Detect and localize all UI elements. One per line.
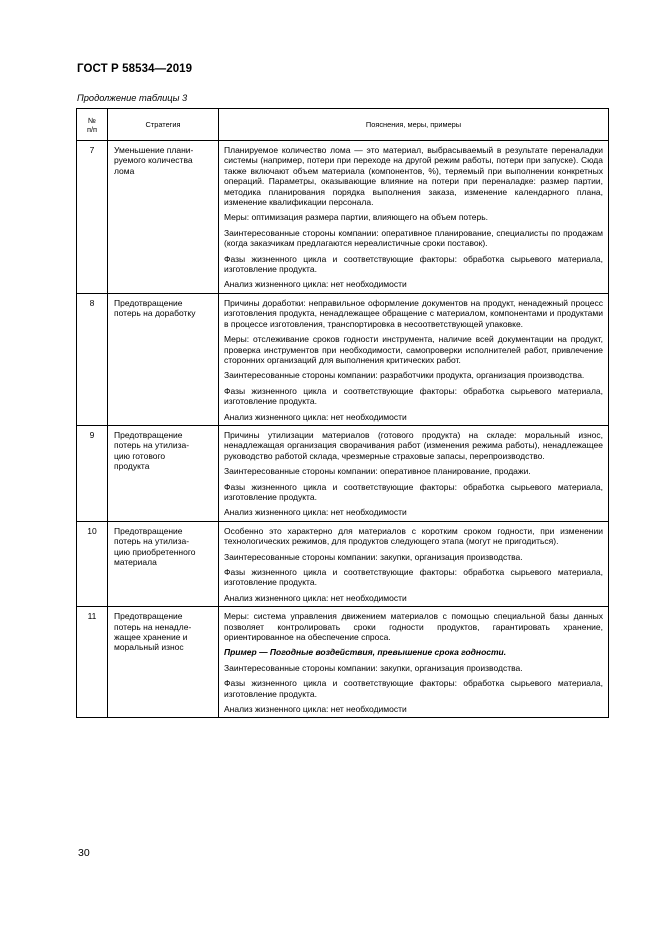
strategy-cell bbox=[108, 607, 219, 718]
strategies-table bbox=[76, 108, 609, 718]
explanation-cell bbox=[219, 607, 609, 718]
table-row bbox=[77, 425, 609, 521]
row-number: 8 bbox=[77, 293, 108, 425]
explanation-paragraph: Анализ жизненного цикла: нет необходимости bbox=[224, 411, 407, 422]
explanation-paragraph: Фазы жизненного цикла и соответствующие факторы: обработка сырьевого материала, изготовление продукта. bbox=[224, 567, 603, 588]
strategy-line: Предотвращение bbox=[114, 611, 183, 622]
explanation-paragraph: Заинтересованные стороны компании: оперативное планирование, продажи. bbox=[224, 466, 531, 477]
header-num-line1: № bbox=[88, 115, 96, 125]
header-num bbox=[77, 109, 108, 141]
row-number: 7 bbox=[77, 141, 108, 294]
explanation-paragraph: Анализ жизненного цикла: нет необходимости bbox=[224, 704, 407, 715]
strategy-line: Уменьшение плани- bbox=[114, 145, 194, 155]
header-num-line2: п/п bbox=[86, 124, 98, 134]
row-number: 10 bbox=[77, 521, 108, 606]
table-body bbox=[77, 141, 609, 718]
header-explanation: Пояснения, меры, примеры bbox=[219, 109, 609, 141]
header-strategy: Стратегия bbox=[108, 109, 219, 141]
strategy-cell bbox=[108, 425, 219, 521]
explanation-paragraph: Особенно это характерно для материалов с коротким сроком годности, при изменении технологических режимов, для продуктов следующего этапа (могут не пригодиться). bbox=[224, 525, 603, 547]
table-row bbox=[77, 293, 609, 425]
explanation-paragraph: Меры: отслеживание сроков годности инструмента, наличие всей документации на продукт, проверка инструментов при необходимости, самопроверки исполнителей работ, привлечение сторонних организаций для выполнения критических работ. bbox=[224, 334, 603, 365]
strategy-line: цию приобретенного bbox=[114, 546, 196, 557]
strategy-line: потерь на доработку bbox=[114, 308, 196, 319]
table-row bbox=[77, 141, 609, 294]
explanation-paragraph: Заинтересованные стороны компании: оперативное планирование, специалисты по продажам (когда заказчикам предлагаются нереалистичные сроки поставок). bbox=[224, 227, 603, 249]
explanation-paragraph: Меры: система управления движением материалов с помощью специальной базы данных позволяет контролировать сроки годности продуктов, гарантировать хранение, ориентированное на обеспечение спроса. bbox=[224, 611, 603, 643]
explanation-cell bbox=[219, 293, 609, 425]
explanation-paragraph: Фазы жизненного цикла и соответствующие факторы: обработка сырьевого материала, изготовление продукта. bbox=[224, 253, 603, 275]
explanation-cell bbox=[219, 521, 609, 606]
explanation-paragraph: Заинтересованные стороны компании: разработчики продукта, организация производства. bbox=[224, 370, 585, 381]
strategy-cell bbox=[108, 293, 219, 425]
explanation-paragraph: Фазы жизненного цикла и соответствующие факторы: обработка сырьевого материала, изготовление продукта. bbox=[224, 481, 603, 502]
explanation-paragraph: Анализ жизненного цикла: нет необходимости bbox=[224, 592, 407, 603]
explanation-cell bbox=[219, 425, 609, 521]
explanation-paragraph: Заинтересованные стороны компании: закупки, организация производства. bbox=[224, 551, 523, 562]
strategy-line: материала bbox=[114, 557, 157, 567]
explanation-paragraph: Фазы жизненного цикла и соответствующие факторы: обработка сырьевого материала, изготовление продукта. bbox=[224, 385, 603, 407]
strategy-line: цию готового bbox=[114, 450, 166, 461]
explanation-paragraph: Анализ жизненного цикла: нет необходимости bbox=[224, 507, 407, 518]
page-number: 30 bbox=[78, 847, 90, 859]
explanation-paragraph: Планируемое количество лома — это материал, выбрасываемый в результате переналадки системы (например, потери при переходе на другой режим работы, потери при запуске). Сюда также включают объем материала (компонентов, %), теряемый при выполнении конкретных операций. Параметры, оказывающие влияние на потери при переналадке: размер партии, методика планирования порядка выполнения заказа, изменение календарного плана, изменение квалификации персонала. bbox=[224, 145, 603, 208]
strategy-cell bbox=[108, 141, 219, 294]
explanation-cell bbox=[219, 141, 609, 294]
row-number: 9 bbox=[77, 425, 108, 521]
strategy-line: Предотвращение bbox=[114, 429, 183, 440]
table-caption: Продолжение таблицы 3 bbox=[77, 93, 188, 103]
standard-designation: ГОСТ Р 58534—2019 bbox=[77, 63, 193, 75]
strategy-line: Предотвращение bbox=[114, 525, 183, 536]
strategy-line: моральный износ bbox=[114, 642, 184, 653]
explanation-paragraph: Фазы жизненного цикла и соответствующие факторы: обработка сырьевого материала, изготовление продукта. bbox=[224, 678, 603, 699]
explanation-paragraph: Меры: оптимизация размера партии, влияющего на объем потерь. bbox=[224, 212, 489, 223]
explanation-paragraph: Причины доработки: неправильное оформление документов на продукт, ненадежный процесс изготовления продукта, ненадлежащее обращение с материалом, компонентами и продуктами в процессе изготовления, транспортировка в несоответствующей упаковке. bbox=[224, 297, 603, 329]
strategy-line: потерь на утилиза- bbox=[114, 536, 190, 547]
table-header-row bbox=[77, 109, 609, 141]
strategy-line: Предотвращение bbox=[114, 297, 183, 308]
strategy-cell bbox=[108, 521, 219, 606]
example-paragraph: Пример — Погодные воздействия, превышение срока годности. bbox=[224, 647, 507, 658]
row-number: 11 bbox=[77, 607, 108, 718]
explanation-paragraph: Анализ жизненного цикла: нет необходимости bbox=[224, 279, 407, 290]
strategy-line: жащее хранение и bbox=[114, 632, 188, 643]
strategy-line: продукта bbox=[114, 461, 150, 472]
strategy-line: лома bbox=[114, 165, 135, 176]
table-row bbox=[77, 521, 609, 606]
strategy-line: потерь на ненадле- bbox=[114, 621, 192, 632]
strategy-line: руемого количества bbox=[114, 155, 193, 166]
table-row bbox=[77, 607, 609, 718]
explanation-paragraph: Заинтересованные стороны компании: закупки, организация производства. bbox=[224, 662, 523, 673]
strategy-line: потерь на утилиза- bbox=[114, 440, 190, 451]
explanation-paragraph: Причины утилизации материалов (готового продукта) на складе: моральный износ, ненадлежащая организация сворачивания работ (изменения режима работы), ненадлежащее руководство работой склада, чрезмерные страховые запасы, перепроизводство. bbox=[224, 429, 603, 461]
